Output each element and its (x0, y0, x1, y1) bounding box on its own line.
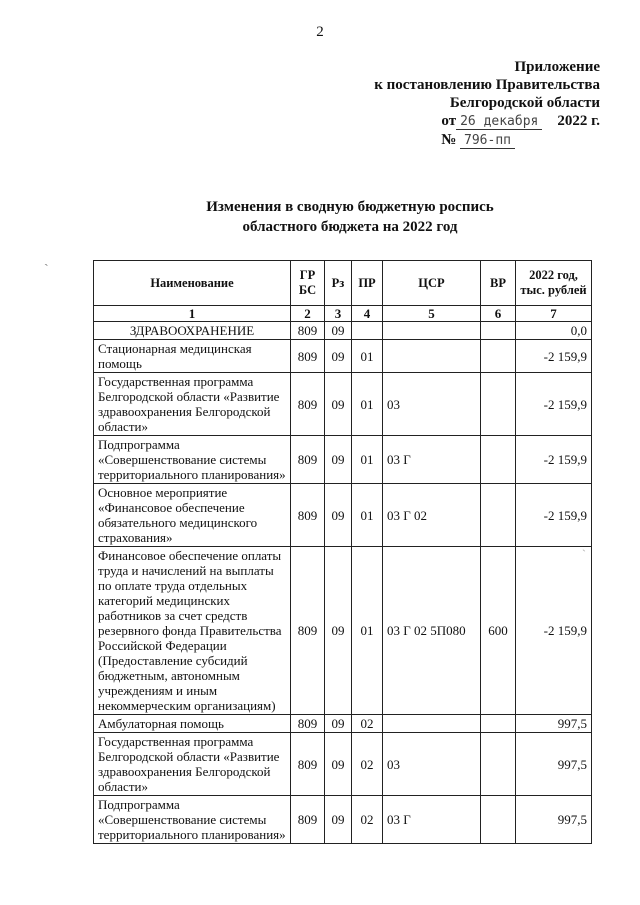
page-number: 2 (316, 24, 324, 40)
row-grbs: 809 (291, 373, 325, 436)
row-grbs: 809 (291, 715, 325, 733)
row-csr: 03 (383, 733, 481, 796)
row-grbs: 809 (291, 547, 325, 715)
row-amount: 997,5 (516, 733, 592, 796)
row-csr: 03 Г 02 5П080 (383, 547, 481, 715)
row-rz: 09 (325, 547, 352, 715)
row-amount: -2 159,9 (516, 484, 592, 547)
column-number-row (94, 306, 592, 322)
header-pr: ПР (352, 261, 383, 306)
table-row (94, 796, 592, 844)
row-name: Подпрограмма «Совершенствование системы территориального планирования» (94, 796, 291, 844)
row-grbs: 809 (291, 322, 325, 340)
row-rz: 09 (325, 322, 352, 340)
row-vr (481, 733, 516, 796)
row-vr (481, 796, 516, 844)
row-rz: 09 (325, 715, 352, 733)
row-vr (481, 340, 516, 373)
row-grbs: 809 (291, 484, 325, 547)
header-rz: Рз (325, 261, 352, 306)
row-amount: -2 159,9 (516, 547, 592, 715)
header-amount: 2022 год, тыс. рублей (516, 261, 592, 306)
row-name: Государственная программа Белгородской области «Развитие здравоохранения Белгородской области» (94, 733, 291, 796)
header-grbs: ГР БС (291, 261, 325, 306)
appendix-line1: Приложение (514, 59, 600, 75)
column-number: 1 (94, 306, 291, 322)
row-grbs: 809 (291, 436, 325, 484)
table-row (94, 715, 592, 733)
row-csr (383, 715, 481, 733)
row-vr (481, 484, 516, 547)
row-rz: 09 (325, 340, 352, 373)
appendix-line2: к постановлению Правительства (374, 77, 600, 93)
row-csr (383, 340, 481, 373)
row-grbs: 809 (291, 340, 325, 373)
row-vr (481, 715, 516, 733)
row-amount: 997,5 (516, 715, 592, 733)
budget-table (93, 260, 592, 844)
number-prefix: № (441, 132, 457, 148)
row-pr: 01 (352, 547, 383, 715)
header-name: Наименование (94, 261, 291, 306)
table-row (94, 733, 592, 796)
column-number: 6 (481, 306, 516, 322)
row-csr: 03 (383, 373, 481, 436)
row-amount: -2 159,9 (516, 373, 592, 436)
table-row (94, 547, 592, 715)
row-name: Основное мероприятие «Финансовое обеспечение обязательного медицинского страхования» (94, 484, 291, 547)
row-vr (481, 322, 516, 340)
header-vr: ВР (481, 261, 516, 306)
appendix-date (360, 112, 600, 131)
header-csr: ЦСР (383, 261, 481, 306)
row-rz: 09 (325, 373, 352, 436)
row-pr: 01 (352, 436, 383, 484)
margin-mark: ˏ (44, 252, 49, 267)
appendix-number (360, 131, 530, 150)
row-vr (481, 436, 516, 484)
table-row (94, 322, 592, 340)
date-prefix: от (441, 113, 457, 129)
row-csr: 03 Г (383, 436, 481, 484)
title-line2: областного бюджета на 2022 год (242, 219, 458, 235)
row-name: Финансовое обеспечение оплаты труда и начислений на выплаты по оплате труда отдельных категорий медицинских работников за счет средств резервного фонда Правительства Российской Федерации (Предоставление субсидий бюджетным, автономным учреждениям и иным некоммерческим организациям) (94, 547, 291, 715)
row-pr: 02 (352, 715, 383, 733)
table-row (94, 373, 592, 436)
row-grbs: 809 (291, 796, 325, 844)
column-number: 5 (383, 306, 481, 322)
row-amount: 997,5 (516, 796, 592, 844)
row-pr: 01 (352, 484, 383, 547)
appendix-line3: Белгородской области (449, 95, 600, 111)
row-rz: 09 (325, 733, 352, 796)
row-csr: 03 Г 02 (383, 484, 481, 547)
row-rz: 09 (325, 436, 352, 484)
date-handwritten: 26 декабря (456, 114, 542, 130)
column-number: 4 (352, 306, 383, 322)
document-title (150, 197, 550, 237)
row-amount: -2 159,9 (516, 436, 592, 484)
row-rz: 09 (325, 796, 352, 844)
row-rz: 09 (325, 484, 352, 547)
row-grbs: 809 (291, 733, 325, 796)
appendix-block (360, 58, 600, 150)
row-name: Амбулаторная помощь (94, 715, 291, 733)
row-pr: 02 (352, 796, 383, 844)
row-vr: 600 (481, 547, 516, 715)
column-number: 2 (291, 306, 325, 322)
date-suffix: 2022 г. (557, 113, 600, 129)
row-amount: -2 159,9 (516, 340, 592, 373)
row-pr: 01 (352, 373, 383, 436)
table-row (94, 340, 592, 373)
row-pr (352, 322, 383, 340)
row-name: Стационарная медицинская помощь (94, 340, 291, 373)
row-amount: 0,0 (516, 322, 592, 340)
row-pr: 02 (352, 733, 383, 796)
title-line1: Изменения в сводную бюджетную роспись (206, 199, 494, 215)
column-number: 7 (516, 306, 592, 322)
row-name: Подпрограмма «Совершенствование системы территориального планирования» (94, 436, 291, 484)
column-number: 3 (325, 306, 352, 322)
row-vr (481, 373, 516, 436)
number-handwritten: 796-пп (460, 133, 515, 149)
header-row (94, 261, 592, 306)
row-name: Государственная программа Белгородской области «Развитие здравоохранения Белгородской области» (94, 373, 291, 436)
table-row (94, 484, 592, 547)
row-csr: 03 Г (383, 796, 481, 844)
margin-mark-2: ˏ (582, 538, 586, 552)
row-pr: 01 (352, 340, 383, 373)
row-name: ЗДРАВООХРАНЕНИЕ (94, 322, 291, 340)
row-csr (383, 322, 481, 340)
table-row (94, 436, 592, 484)
